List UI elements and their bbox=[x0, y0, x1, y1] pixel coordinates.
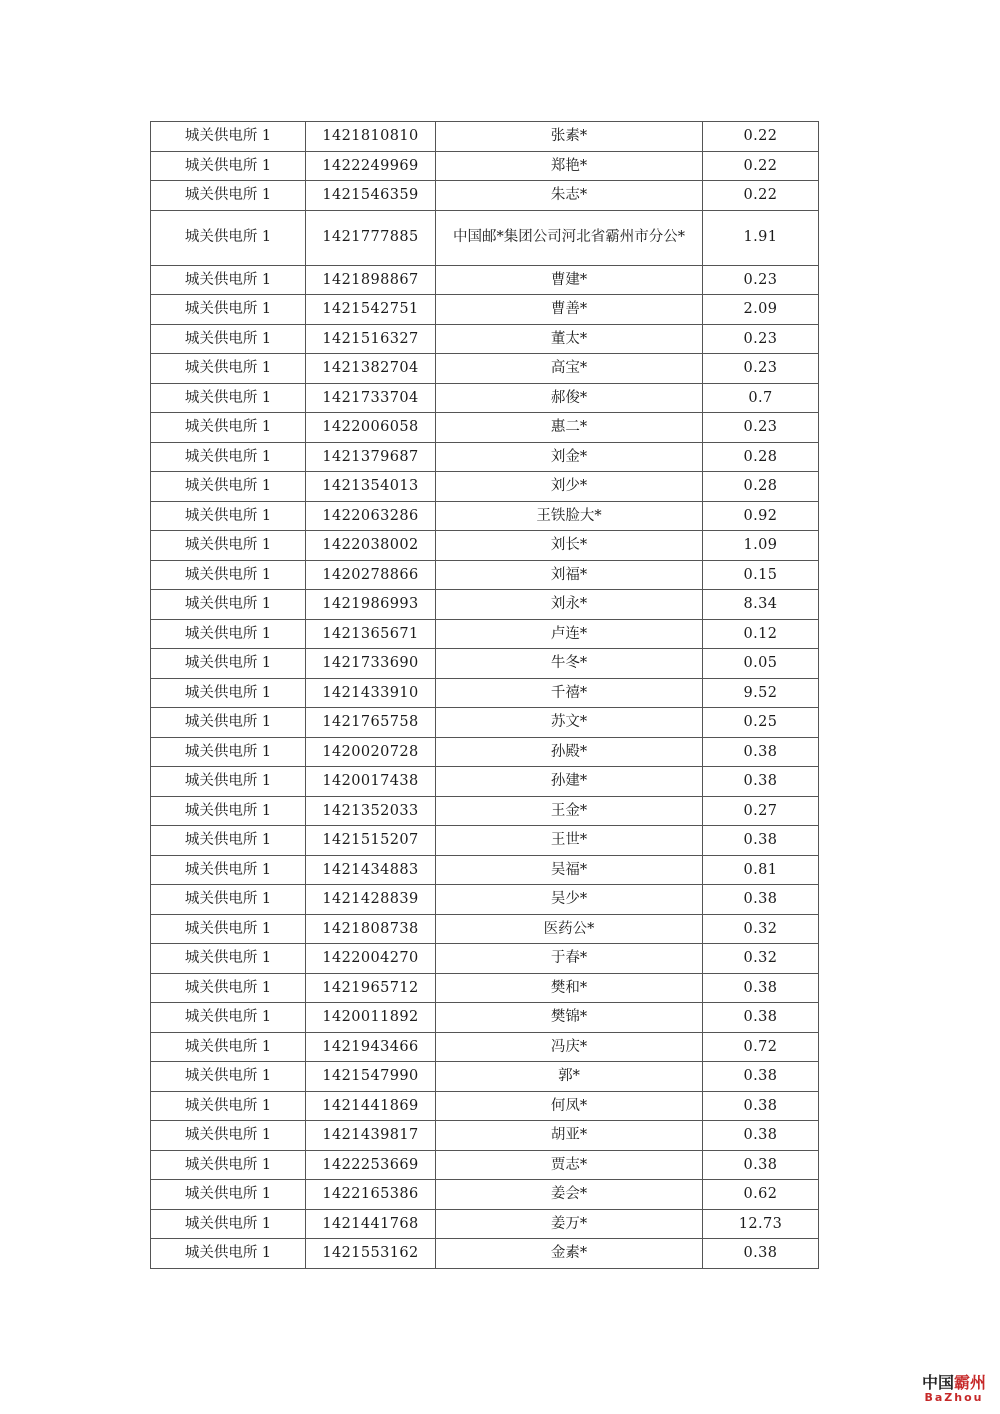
customer-name-cell: 中国邮*集团公司河北省霸州市分公* bbox=[436, 210, 703, 265]
account-number-cell: 1420020728 bbox=[306, 737, 436, 767]
customer-name-cell: 董太* bbox=[436, 324, 703, 354]
account-number-cell: 1422063286 bbox=[306, 501, 436, 531]
amount-cell: 0.38 bbox=[703, 1121, 819, 1151]
customer-name-cell: 刘长* bbox=[436, 531, 703, 561]
table-row bbox=[151, 590, 819, 620]
account-number-cell: 1421733690 bbox=[306, 649, 436, 679]
station-cell: 城关供电所 1 bbox=[151, 383, 306, 413]
table-row bbox=[151, 885, 819, 915]
table-row bbox=[151, 944, 819, 974]
amount-cell: 0.72 bbox=[703, 1032, 819, 1062]
amount-cell: 0.22 bbox=[703, 151, 819, 181]
customer-name-cell: 金素* bbox=[436, 1239, 703, 1269]
station-cell: 城关供电所 1 bbox=[151, 295, 306, 325]
customer-name-cell: 曹建* bbox=[436, 265, 703, 295]
station-cell: 城关供电所 1 bbox=[151, 796, 306, 826]
amount-cell: 0.22 bbox=[703, 181, 819, 211]
account-number-cell: 1421986993 bbox=[306, 590, 436, 620]
amount-cell: 0.62 bbox=[703, 1180, 819, 1210]
account-number-cell: 1421546359 bbox=[306, 181, 436, 211]
customer-name-cell: 吴福* bbox=[436, 855, 703, 885]
station-cell: 城关供电所 1 bbox=[151, 767, 306, 797]
account-number-cell: 1421553162 bbox=[306, 1239, 436, 1269]
station-cell: 城关供电所 1 bbox=[151, 151, 306, 181]
table-row bbox=[151, 472, 819, 502]
table-row bbox=[151, 678, 819, 708]
account-number-cell: 1421516327 bbox=[306, 324, 436, 354]
customer-name-cell: 医药公* bbox=[436, 914, 703, 944]
station-cell: 城关供电所 1 bbox=[151, 1003, 306, 1033]
customer-name-cell: 苏文* bbox=[436, 708, 703, 738]
customer-name-cell: 贾志* bbox=[436, 1150, 703, 1180]
table-row bbox=[151, 122, 819, 152]
amount-cell: 0.23 bbox=[703, 324, 819, 354]
station-cell: 城关供电所 1 bbox=[151, 1032, 306, 1062]
account-number-cell: 1421808738 bbox=[306, 914, 436, 944]
customer-name-cell: 牛冬* bbox=[436, 649, 703, 679]
table-row bbox=[151, 767, 819, 797]
table-row bbox=[151, 708, 819, 738]
station-cell: 城关供电所 1 bbox=[151, 1180, 306, 1210]
customer-name-cell: 刘福* bbox=[436, 560, 703, 590]
table-row bbox=[151, 1150, 819, 1180]
table-row bbox=[151, 210, 819, 265]
station-cell: 城关供电所 1 bbox=[151, 885, 306, 915]
table-row bbox=[151, 413, 819, 443]
table-row bbox=[151, 354, 819, 384]
table-row bbox=[151, 1121, 819, 1151]
customer-name-cell: 姜万* bbox=[436, 1209, 703, 1239]
station-cell: 城关供电所 1 bbox=[151, 826, 306, 856]
table-row bbox=[151, 649, 819, 679]
station-cell: 城关供电所 1 bbox=[151, 973, 306, 1003]
amount-cell: 0.25 bbox=[703, 708, 819, 738]
table-row bbox=[151, 1032, 819, 1062]
customer-name-cell: 郭* bbox=[436, 1062, 703, 1092]
customer-name-cell: 郑艳* bbox=[436, 151, 703, 181]
customer-name-cell: 王金* bbox=[436, 796, 703, 826]
customer-name-cell: 胡亚* bbox=[436, 1121, 703, 1151]
amount-cell: 0.23 bbox=[703, 265, 819, 295]
station-cell: 城关供电所 1 bbox=[151, 560, 306, 590]
customer-name-cell: 千禧* bbox=[436, 678, 703, 708]
table-row bbox=[151, 826, 819, 856]
account-number-cell: 1421898867 bbox=[306, 265, 436, 295]
customer-name-cell: 于春* bbox=[436, 944, 703, 974]
account-number-cell: 1421547990 bbox=[306, 1062, 436, 1092]
table-row bbox=[151, 324, 819, 354]
account-number-cell: 1420017438 bbox=[306, 767, 436, 797]
table-row bbox=[151, 1062, 819, 1092]
customer-name-cell: 何凤* bbox=[436, 1091, 703, 1121]
customer-name-cell: 孙殿* bbox=[436, 737, 703, 767]
table-row bbox=[151, 442, 819, 472]
table-row bbox=[151, 973, 819, 1003]
amount-cell: 0.32 bbox=[703, 944, 819, 974]
amount-cell: 0.22 bbox=[703, 122, 819, 152]
station-cell: 城关供电所 1 bbox=[151, 1150, 306, 1180]
account-number-cell: 1421365671 bbox=[306, 619, 436, 649]
station-cell: 城关供电所 1 bbox=[151, 590, 306, 620]
station-cell: 城关供电所 1 bbox=[151, 472, 306, 502]
station-cell: 城关供电所 1 bbox=[151, 944, 306, 974]
station-cell: 城关供电所 1 bbox=[151, 324, 306, 354]
station-cell: 城关供电所 1 bbox=[151, 442, 306, 472]
account-number-cell: 1421379687 bbox=[306, 442, 436, 472]
amount-cell: 0.38 bbox=[703, 737, 819, 767]
customer-name-cell: 刘金* bbox=[436, 442, 703, 472]
amount-cell: 8.34 bbox=[703, 590, 819, 620]
table-row bbox=[151, 1180, 819, 1210]
station-cell: 城关供电所 1 bbox=[151, 737, 306, 767]
station-cell: 城关供电所 1 bbox=[151, 708, 306, 738]
station-cell: 城关供电所 1 bbox=[151, 265, 306, 295]
table-row bbox=[151, 383, 819, 413]
account-number-cell: 1421433910 bbox=[306, 678, 436, 708]
station-cell: 城关供电所 1 bbox=[151, 649, 306, 679]
station-cell: 城关供电所 1 bbox=[151, 1091, 306, 1121]
table-row bbox=[151, 560, 819, 590]
table-row bbox=[151, 914, 819, 944]
customer-name-cell: 姜会* bbox=[436, 1180, 703, 1210]
amount-cell: 0.05 bbox=[703, 649, 819, 679]
table-row bbox=[151, 619, 819, 649]
amount-cell: 0.81 bbox=[703, 855, 819, 885]
account-number-cell: 1421542751 bbox=[306, 295, 436, 325]
amount-cell: 0.28 bbox=[703, 472, 819, 502]
records-table-body bbox=[151, 122, 819, 1269]
account-number-cell: 1420278866 bbox=[306, 560, 436, 590]
amount-cell: 9.52 bbox=[703, 678, 819, 708]
table-row bbox=[151, 295, 819, 325]
station-cell: 城关供电所 1 bbox=[151, 678, 306, 708]
account-number-cell: 1422253669 bbox=[306, 1150, 436, 1180]
records-table bbox=[150, 121, 819, 1269]
customer-name-cell: 刘永* bbox=[436, 590, 703, 620]
account-number-cell: 1421382704 bbox=[306, 354, 436, 384]
customer-name-cell: 冯庆* bbox=[436, 1032, 703, 1062]
watermark-latin-text: BaZhou bbox=[924, 1390, 984, 1404]
customer-name-cell: 郝俊* bbox=[436, 383, 703, 413]
customer-name-cell: 吴少* bbox=[436, 885, 703, 915]
amount-cell: 12.73 bbox=[703, 1209, 819, 1239]
table-row bbox=[151, 1091, 819, 1121]
customer-name-cell: 高宝* bbox=[436, 354, 703, 384]
table-row bbox=[151, 501, 819, 531]
station-cell: 城关供电所 1 bbox=[151, 501, 306, 531]
amount-cell: 0.28 bbox=[703, 442, 819, 472]
account-number-cell: 1422038002 bbox=[306, 531, 436, 561]
station-cell: 城关供电所 1 bbox=[151, 855, 306, 885]
customer-name-cell: 孙建* bbox=[436, 767, 703, 797]
account-number-cell: 1421354013 bbox=[306, 472, 436, 502]
amount-cell: 0.23 bbox=[703, 354, 819, 384]
account-number-cell: 1421943466 bbox=[306, 1032, 436, 1062]
account-number-cell: 1421439817 bbox=[306, 1121, 436, 1151]
account-number-cell: 1421441869 bbox=[306, 1091, 436, 1121]
amount-cell: 0.27 bbox=[703, 796, 819, 826]
table-row bbox=[151, 737, 819, 767]
table-row bbox=[151, 181, 819, 211]
amount-cell: 0.38 bbox=[703, 767, 819, 797]
amount-cell: 0.38 bbox=[703, 1003, 819, 1033]
table-row bbox=[151, 855, 819, 885]
account-number-cell: 1421352033 bbox=[306, 796, 436, 826]
watermark-text-bazhou: 霸州 bbox=[953, 1373, 986, 1393]
station-cell: 城关供电所 1 bbox=[151, 1062, 306, 1092]
account-number-cell: 1421810810 bbox=[306, 122, 436, 152]
station-cell: 城关供电所 1 bbox=[151, 354, 306, 384]
customer-name-cell: 曹善* bbox=[436, 295, 703, 325]
account-number-cell: 1421515207 bbox=[306, 826, 436, 856]
station-cell: 城关供电所 1 bbox=[151, 210, 306, 265]
table-row bbox=[151, 1239, 819, 1269]
station-cell: 城关供电所 1 bbox=[151, 914, 306, 944]
amount-cell: 0.23 bbox=[703, 413, 819, 443]
amount-cell: 0.38 bbox=[703, 1062, 819, 1092]
customer-name-cell: 卢连* bbox=[436, 619, 703, 649]
account-number-cell: 1421777885 bbox=[306, 210, 436, 265]
table-row bbox=[151, 1209, 819, 1239]
station-cell: 城关供电所 1 bbox=[151, 1209, 306, 1239]
account-number-cell: 1422004270 bbox=[306, 944, 436, 974]
station-cell: 城关供电所 1 bbox=[151, 181, 306, 211]
customer-name-cell: 樊锦* bbox=[436, 1003, 703, 1033]
customer-name-cell: 王铁脸大* bbox=[436, 501, 703, 531]
watermark-text-zhongguo: 中国 bbox=[921, 1373, 954, 1393]
account-number-cell: 1421434883 bbox=[306, 855, 436, 885]
station-cell: 城关供电所 1 bbox=[151, 1121, 306, 1151]
site-watermark-logo bbox=[922, 1374, 986, 1404]
amount-cell: 0.92 bbox=[703, 501, 819, 531]
account-number-cell: 1420011892 bbox=[306, 1003, 436, 1033]
station-cell: 城关供电所 1 bbox=[151, 531, 306, 561]
station-cell: 城关供电所 1 bbox=[151, 413, 306, 443]
station-cell: 城关供电所 1 bbox=[151, 619, 306, 649]
amount-cell: 0.32 bbox=[703, 914, 819, 944]
amount-cell: 0.12 bbox=[703, 619, 819, 649]
customer-name-cell: 张素* bbox=[436, 122, 703, 152]
customer-name-cell: 王世* bbox=[436, 826, 703, 856]
account-number-cell: 1422249969 bbox=[306, 151, 436, 181]
customer-name-cell: 樊和* bbox=[436, 973, 703, 1003]
amount-cell: 0.38 bbox=[703, 1239, 819, 1269]
account-number-cell: 1421765758 bbox=[306, 708, 436, 738]
station-cell: 城关供电所 1 bbox=[151, 1239, 306, 1269]
table-row bbox=[151, 796, 819, 826]
amount-cell: 0.38 bbox=[703, 1091, 819, 1121]
table-row bbox=[151, 151, 819, 181]
account-number-cell: 1422165386 bbox=[306, 1180, 436, 1210]
amount-cell: 1.91 bbox=[703, 210, 819, 265]
customer-name-cell: 刘少* bbox=[436, 472, 703, 502]
account-number-cell: 1422006058 bbox=[306, 413, 436, 443]
account-number-cell: 1421733704 bbox=[306, 383, 436, 413]
station-cell: 城关供电所 1 bbox=[151, 122, 306, 152]
amount-cell: 1.09 bbox=[703, 531, 819, 561]
table-row bbox=[151, 265, 819, 295]
table-row bbox=[151, 531, 819, 561]
customer-name-cell: 惠二* bbox=[436, 413, 703, 443]
amount-cell: 0.38 bbox=[703, 973, 819, 1003]
amount-cell: 0.15 bbox=[703, 560, 819, 590]
account-number-cell: 1421965712 bbox=[306, 973, 436, 1003]
account-number-cell: 1421441768 bbox=[306, 1209, 436, 1239]
amount-cell: 0.7 bbox=[703, 383, 819, 413]
table-row bbox=[151, 1003, 819, 1033]
amount-cell: 0.38 bbox=[703, 826, 819, 856]
amount-cell: 2.09 bbox=[703, 295, 819, 325]
customer-name-cell: 朱志* bbox=[436, 181, 703, 211]
amount-cell: 0.38 bbox=[703, 885, 819, 915]
account-number-cell: 1421428839 bbox=[306, 885, 436, 915]
amount-cell: 0.38 bbox=[703, 1150, 819, 1180]
